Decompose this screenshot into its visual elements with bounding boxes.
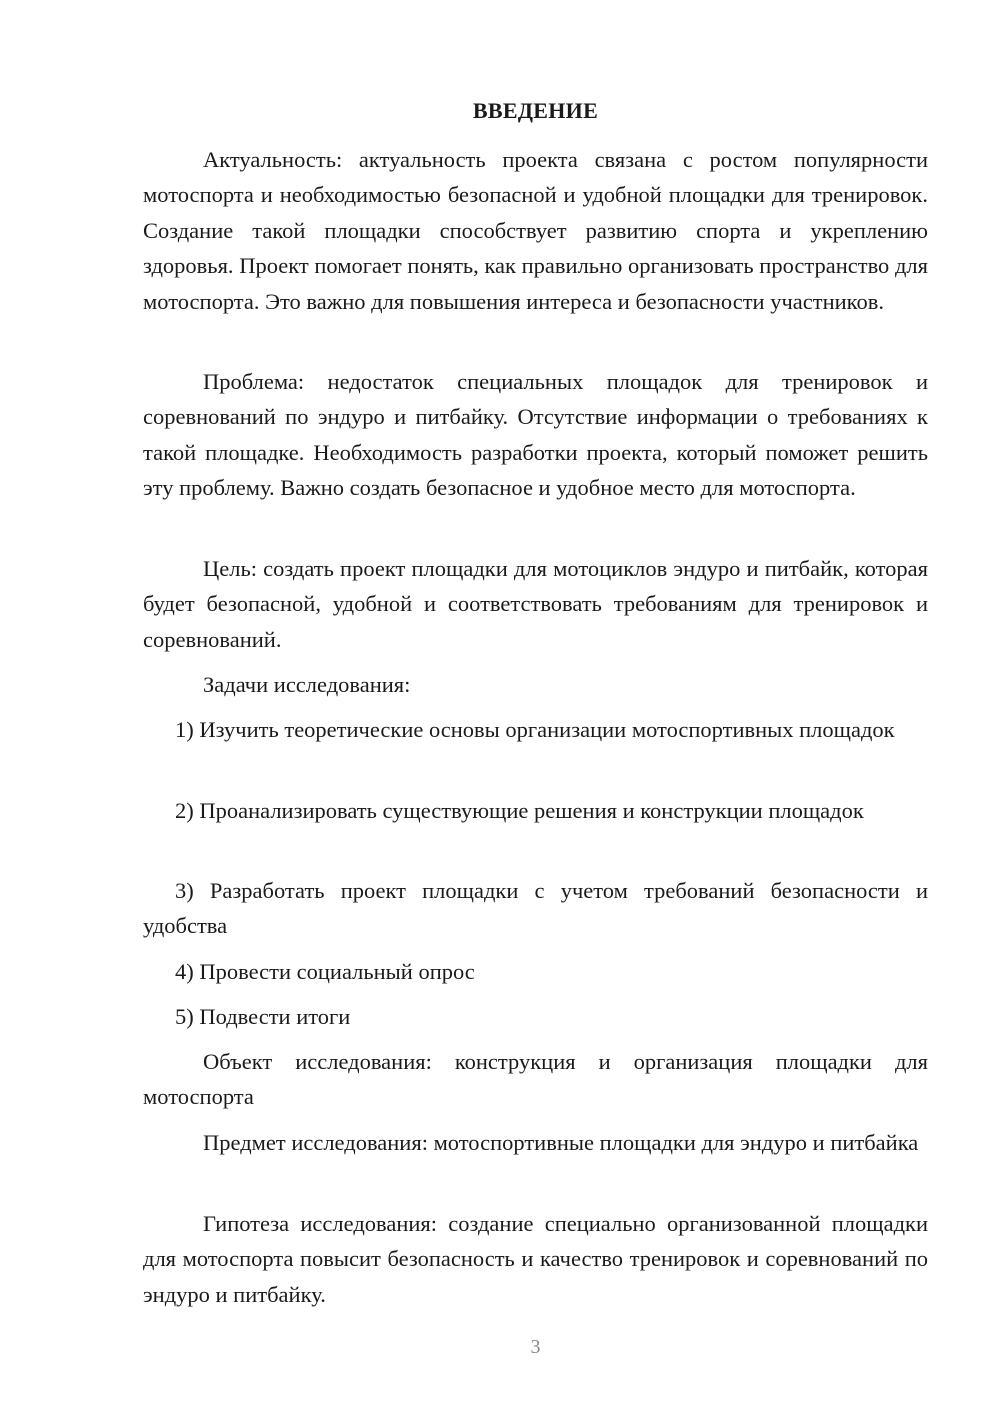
hypothesis-paragraph: Гипотеза исследования: создание специально организованной площадки для мотоспорта повысит безопасность и качество тренировок и соревнований по эндуро и питбайку.	[143, 1211, 928, 1307]
task-item-1: 1) Изучить теоретические основы организации мотоспортивных площадок	[175, 717, 895, 742]
section-heading: ВВЕДЕНИЕ	[472, 98, 599, 123]
subject-paragraph: Предмет исследования: мотоспортивные площадки для эндуро и питбайка	[203, 1130, 919, 1155]
object-paragraph: Объект исследования: конструкция и организация площадки для мотоспорта	[143, 1049, 928, 1110]
page-number: 3	[530, 1336, 541, 1358]
task-item-2: 2) Проанализировать существующие решения и конструкции площадок	[175, 798, 864, 823]
relevance-paragraph: Актуальность: актуальность проекта связана с ростом популярности мотоспорта и необходимостью безопасной и удобной площадки для тренировок. Создание такой площадки способствует развитию спорта и укреплению здоровья. Проект помогает понять, как правильно организовать пространство для мотоспорта. Это важно для повышения интереса и безопасности участников.	[143, 147, 928, 314]
task-item-5: 5) Подвести итоги	[175, 1004, 351, 1029]
tasks-title: Задачи исследования:	[203, 672, 411, 697]
goal-paragraph: Цель: создать проект площадки для мотоциклов эндуро и питбайк, которая будет безопасной, удобной и соответствовать требованиям для тренировок и соревнований.	[143, 556, 928, 652]
problem-paragraph: Проблема: недостаток специальных площадок для тренировок и соревнований по эндуро и питбайку. Отсутствие информации о требованиях к такой площадке. Необходимость разработки проекта, который поможет решить эту проблему. Важно создать безопасное и удобное место для мотоспорта.	[143, 369, 928, 501]
task-item-3: 3) Разработать проект площадки с учетом требований безопасности и удобства	[143, 878, 928, 939]
task-item-4: 4) Провести социальный опрос	[175, 959, 475, 984]
